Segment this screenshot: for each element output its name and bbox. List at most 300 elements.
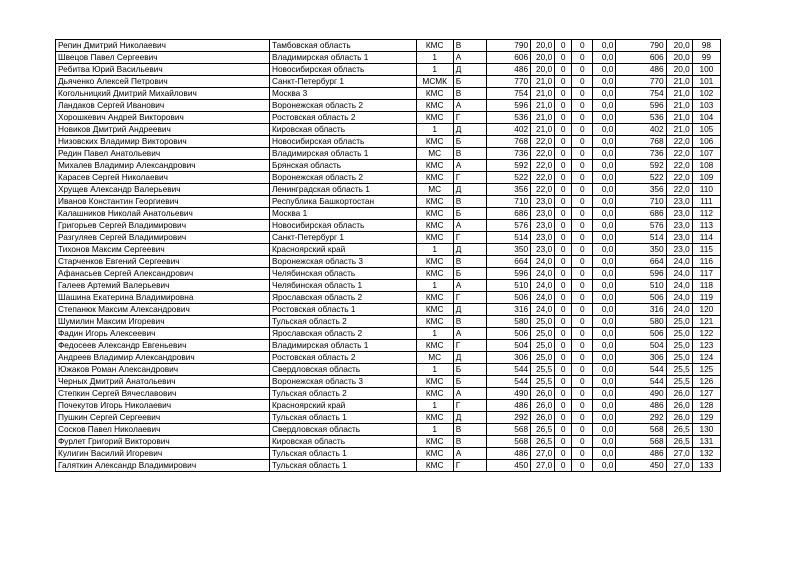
- extra-points-cell: 0,0: [593, 280, 616, 292]
- place-cell: 108: [692, 160, 720, 172]
- athlete-name-cell: Михалев Владимир Александрович: [56, 160, 270, 172]
- region-cell: Тульская область 2: [269, 316, 416, 328]
- rank-cell: КМС: [416, 376, 453, 388]
- rank-cell: КМС: [416, 448, 453, 460]
- athlete-name-cell: Хорошкевич Андрей Викторович: [56, 112, 270, 124]
- place-cell: 133: [692, 460, 720, 472]
- place-cell: 115: [692, 244, 720, 256]
- place-cell: 110: [692, 184, 720, 196]
- total-score-cell: 592: [616, 160, 666, 172]
- group-cell: Б: [453, 136, 486, 148]
- points-cell: 21,0: [531, 124, 555, 136]
- total-score-cell: 486: [616, 400, 666, 412]
- group-cell: А: [453, 388, 486, 400]
- extra-score-cell: 0: [555, 292, 572, 304]
- place-cell: 126: [692, 376, 720, 388]
- points-cell: 23,0: [531, 244, 555, 256]
- place-cell: 102: [692, 88, 720, 100]
- score-cell: 402: [486, 124, 530, 136]
- extra-count-cell: 0: [572, 328, 593, 340]
- extra-score-cell: 0: [555, 136, 572, 148]
- athlete-name-cell: Афанасьев Сергей Александрович: [56, 268, 270, 280]
- table-row: [56, 52, 721, 64]
- score-cell: 686: [486, 208, 530, 220]
- extra-count-cell: 0: [572, 220, 593, 232]
- rank-cell: КМС: [416, 316, 453, 328]
- extra-count-cell: 0: [572, 160, 593, 172]
- score-cell: 596: [486, 268, 530, 280]
- extra-count-cell: 0: [572, 184, 593, 196]
- rank-cell: КМС: [416, 232, 453, 244]
- total-score-cell: 754: [616, 88, 666, 100]
- extra-count-cell: 0: [572, 244, 593, 256]
- total-points-cell: 21,0: [666, 76, 692, 88]
- extra-score-cell: 0: [555, 316, 572, 328]
- extra-points-cell: 0,0: [593, 52, 616, 64]
- group-cell: Б: [453, 364, 486, 376]
- region-cell: Кировская область: [269, 124, 416, 136]
- rank-cell: 1: [416, 244, 453, 256]
- athlete-name-cell: Южаков Роман Александрович: [56, 364, 270, 376]
- athlete-name-cell: Галеев Артемий Валерьевич: [56, 280, 270, 292]
- athlete-name-cell: Ребитва Юрий Васильевич: [56, 64, 270, 76]
- group-cell: Г: [453, 232, 486, 244]
- rank-cell: 1: [416, 52, 453, 64]
- rank-cell: КМС: [416, 100, 453, 112]
- athlete-name-cell: Ландаков Сергей Иванович: [56, 100, 270, 112]
- athlete-name-cell: Пушкин Сергей Сергеевич: [56, 412, 270, 424]
- group-cell: В: [453, 40, 486, 52]
- table-row: [56, 436, 721, 448]
- extra-points-cell: 0,0: [593, 136, 616, 148]
- extra-points-cell: 0,0: [593, 256, 616, 268]
- athlete-name-cell: Сосков Павел Николаевич: [56, 424, 270, 436]
- extra-points-cell: 0,0: [593, 232, 616, 244]
- total-score-cell: 522: [616, 172, 666, 184]
- total-score-cell: 736: [616, 148, 666, 160]
- rank-cell: КМС: [416, 172, 453, 184]
- region-cell: Воронежская область 3: [269, 376, 416, 388]
- total-points-cell: 26,0: [666, 388, 692, 400]
- score-cell: 356: [486, 184, 530, 196]
- athlete-name-cell: Редин Павел Анатольевич: [56, 148, 270, 160]
- rank-cell: 1: [416, 124, 453, 136]
- total-score-cell: 316: [616, 304, 666, 316]
- extra-score-cell: 0: [555, 196, 572, 208]
- score-cell: 506: [486, 292, 530, 304]
- athlete-name-cell: Галяткин Александр Владимирович: [56, 460, 270, 472]
- extra-count-cell: 0: [572, 388, 593, 400]
- points-cell: 20,0: [531, 52, 555, 64]
- athlete-name-cell: Хрущев Александр Валерьевич: [56, 184, 270, 196]
- region-cell: Новосибирская область: [269, 64, 416, 76]
- group-cell: Г: [453, 460, 486, 472]
- extra-points-cell: 0,0: [593, 244, 616, 256]
- table-row: [56, 184, 721, 196]
- athlete-name-cell: Шашина Екатерина Владимировна: [56, 292, 270, 304]
- score-cell: 504: [486, 340, 530, 352]
- region-cell: Красноярский край: [269, 400, 416, 412]
- extra-points-cell: 0,0: [593, 160, 616, 172]
- results-table-body: [56, 40, 721, 472]
- score-cell: 592: [486, 160, 530, 172]
- extra-points-cell: 0,0: [593, 412, 616, 424]
- place-cell: 119: [692, 292, 720, 304]
- rank-cell: КМС: [416, 220, 453, 232]
- place-cell: 123: [692, 340, 720, 352]
- region-cell: Тамбовская область: [269, 40, 416, 52]
- points-cell: 23,0: [531, 208, 555, 220]
- extra-count-cell: 0: [572, 304, 593, 316]
- group-cell: Г: [453, 172, 486, 184]
- place-cell: 104: [692, 112, 720, 124]
- group-cell: Д: [453, 304, 486, 316]
- place-cell: 132: [692, 448, 720, 460]
- total-points-cell: 27,0: [666, 448, 692, 460]
- rank-cell: 1: [416, 280, 453, 292]
- score-cell: 510: [486, 280, 530, 292]
- extra-count-cell: 0: [572, 376, 593, 388]
- score-cell: 490: [486, 388, 530, 400]
- table-row: [56, 364, 721, 376]
- points-cell: 20,0: [531, 40, 555, 52]
- extra-points-cell: 0,0: [593, 388, 616, 400]
- group-cell: Г: [453, 340, 486, 352]
- place-cell: 128: [692, 400, 720, 412]
- rank-cell: КМС: [416, 268, 453, 280]
- total-score-cell: 504: [616, 340, 666, 352]
- total-score-cell: 790: [616, 40, 666, 52]
- extra-count-cell: 0: [572, 64, 593, 76]
- extra-points-cell: 0,0: [593, 184, 616, 196]
- region-cell: Челябинская область 1: [269, 280, 416, 292]
- place-cell: 122: [692, 328, 720, 340]
- total-points-cell: 20,0: [666, 52, 692, 64]
- total-score-cell: 770: [616, 76, 666, 88]
- total-points-cell: 26,0: [666, 412, 692, 424]
- table-row: [56, 316, 721, 328]
- total-score-cell: 544: [616, 376, 666, 388]
- total-points-cell: 26,0: [666, 400, 692, 412]
- total-points-cell: 24,0: [666, 256, 692, 268]
- group-cell: Г: [453, 400, 486, 412]
- points-cell: 24,0: [531, 292, 555, 304]
- place-cell: 99: [692, 52, 720, 64]
- points-cell: 25,5: [531, 364, 555, 376]
- region-cell: Республика Башкортостан: [269, 196, 416, 208]
- total-score-cell: 292: [616, 412, 666, 424]
- region-cell: Владимирская область 1: [269, 340, 416, 352]
- points-cell: 25,0: [531, 352, 555, 364]
- table-row: [56, 460, 721, 472]
- total-points-cell: 25,5: [666, 376, 692, 388]
- table-row: [56, 232, 721, 244]
- total-score-cell: 536: [616, 112, 666, 124]
- rank-cell: КМС: [416, 292, 453, 304]
- rank-cell: КМС: [416, 340, 453, 352]
- total-score-cell: 356: [616, 184, 666, 196]
- place-cell: 117: [692, 268, 720, 280]
- table-row: [56, 208, 721, 220]
- extra-score-cell: 0: [555, 424, 572, 436]
- total-score-cell: 350: [616, 244, 666, 256]
- group-cell: Б: [453, 376, 486, 388]
- points-cell: 26,5: [531, 424, 555, 436]
- extra-score-cell: 0: [555, 352, 572, 364]
- rank-cell: КМС: [416, 256, 453, 268]
- extra-score-cell: 0: [555, 364, 572, 376]
- region-cell: Москва 3: [269, 88, 416, 100]
- extra-score-cell: 0: [555, 328, 572, 340]
- points-cell: 22,0: [531, 148, 555, 160]
- score-cell: 736: [486, 148, 530, 160]
- extra-points-cell: 0,0: [593, 76, 616, 88]
- group-cell: Д: [453, 124, 486, 136]
- rank-cell: КМС: [416, 436, 453, 448]
- extra-points-cell: 0,0: [593, 124, 616, 136]
- total-points-cell: 23,0: [666, 220, 692, 232]
- region-cell: Кировская область: [269, 436, 416, 448]
- group-cell: Д: [453, 352, 486, 364]
- points-cell: 23,0: [531, 196, 555, 208]
- group-cell: Г: [453, 112, 486, 124]
- group-cell: В: [453, 196, 486, 208]
- athlete-name-cell: Фадин Игорь Алексеевич: [56, 328, 270, 340]
- extra-points-cell: 0,0: [593, 376, 616, 388]
- athlete-name-cell: Калашников Николай Анатольевич: [56, 208, 270, 220]
- athlete-name-cell: Разгуляев Сергей Владимирович: [56, 232, 270, 244]
- extra-score-cell: 0: [555, 244, 572, 256]
- table-row: [56, 412, 721, 424]
- group-cell: В: [453, 256, 486, 268]
- points-cell: 26,0: [531, 412, 555, 424]
- total-points-cell: 25,0: [666, 340, 692, 352]
- points-cell: 27,0: [531, 448, 555, 460]
- place-cell: 103: [692, 100, 720, 112]
- group-cell: А: [453, 52, 486, 64]
- total-points-cell: 24,0: [666, 304, 692, 316]
- extra-score-cell: 0: [555, 268, 572, 280]
- place-cell: 129: [692, 412, 720, 424]
- score-cell: 486: [486, 400, 530, 412]
- extra-score-cell: 0: [555, 100, 572, 112]
- extra-score-cell: 0: [555, 112, 572, 124]
- score-cell: 292: [486, 412, 530, 424]
- points-cell: 21,0: [531, 112, 555, 124]
- total-points-cell: 25,5: [666, 364, 692, 376]
- extra-points-cell: 0,0: [593, 208, 616, 220]
- table-row: [56, 244, 721, 256]
- extra-score-cell: 0: [555, 124, 572, 136]
- extra-points-cell: 0,0: [593, 292, 616, 304]
- extra-score-cell: 0: [555, 160, 572, 172]
- points-cell: 21,0: [531, 76, 555, 88]
- total-score-cell: 306: [616, 352, 666, 364]
- score-cell: 576: [486, 220, 530, 232]
- points-cell: 27,0: [531, 460, 555, 472]
- points-cell: 25,0: [531, 340, 555, 352]
- extra-points-cell: 0,0: [593, 40, 616, 52]
- rank-cell: КМС: [416, 460, 453, 472]
- table-row: [56, 388, 721, 400]
- place-cell: 111: [692, 196, 720, 208]
- total-score-cell: 568: [616, 424, 666, 436]
- group-cell: Б: [453, 208, 486, 220]
- rank-cell: 1: [416, 424, 453, 436]
- total-score-cell: 514: [616, 232, 666, 244]
- score-cell: 522: [486, 172, 530, 184]
- total-points-cell: 22,0: [666, 184, 692, 196]
- region-cell: Владимирская область 1: [269, 52, 416, 64]
- region-cell: Челябинская область: [269, 268, 416, 280]
- group-cell: В: [453, 424, 486, 436]
- place-cell: 112: [692, 208, 720, 220]
- extra-score-cell: 0: [555, 376, 572, 388]
- extra-count-cell: 0: [572, 232, 593, 244]
- group-cell: В: [453, 148, 486, 160]
- region-cell: Свердловская область: [269, 364, 416, 376]
- extra-score-cell: 0: [555, 436, 572, 448]
- extra-points-cell: 0,0: [593, 316, 616, 328]
- table-row: [56, 172, 721, 184]
- rank-cell: КМС: [416, 112, 453, 124]
- extra-points-cell: 0,0: [593, 328, 616, 340]
- group-cell: А: [453, 160, 486, 172]
- athlete-name-cell: Андреев Владимир Александрович: [56, 352, 270, 364]
- athlete-name-cell: Швецов Павел Сергеевич: [56, 52, 270, 64]
- place-cell: 118: [692, 280, 720, 292]
- extra-count-cell: 0: [572, 124, 593, 136]
- total-points-cell: 25,0: [666, 352, 692, 364]
- table-row: [56, 40, 721, 52]
- extra-score-cell: 0: [555, 184, 572, 196]
- athlete-name-cell: Карасев Сергей Николаевич: [56, 172, 270, 184]
- rank-cell: КМС: [416, 136, 453, 148]
- group-cell: Г: [453, 292, 486, 304]
- group-cell: В: [453, 88, 486, 100]
- place-cell: 113: [692, 220, 720, 232]
- total-points-cell: 27,0: [666, 460, 692, 472]
- total-points-cell: 26,5: [666, 424, 692, 436]
- score-cell: 606: [486, 52, 530, 64]
- group-cell: А: [453, 328, 486, 340]
- points-cell: 25,5: [531, 376, 555, 388]
- total-score-cell: 580: [616, 316, 666, 328]
- total-score-cell: 506: [616, 292, 666, 304]
- extra-score-cell: 0: [555, 64, 572, 76]
- points-cell: 26,5: [531, 436, 555, 448]
- total-score-cell: 576: [616, 220, 666, 232]
- points-cell: 26,0: [531, 400, 555, 412]
- region-cell: Ярославская область 2: [269, 292, 416, 304]
- extra-points-cell: 0,0: [593, 364, 616, 376]
- score-cell: 544: [486, 364, 530, 376]
- total-score-cell: 486: [616, 448, 666, 460]
- total-score-cell: 596: [616, 268, 666, 280]
- region-cell: Владимирская область 1: [269, 148, 416, 160]
- place-cell: 100: [692, 64, 720, 76]
- extra-count-cell: 0: [572, 52, 593, 64]
- extra-count-cell: 0: [572, 292, 593, 304]
- results-table: [55, 39, 721, 472]
- extra-points-cell: 0,0: [593, 220, 616, 232]
- extra-score-cell: 0: [555, 460, 572, 472]
- rank-cell: КМС: [416, 40, 453, 52]
- points-cell: 23,0: [531, 220, 555, 232]
- total-points-cell: 24,0: [666, 292, 692, 304]
- score-cell: 536: [486, 112, 530, 124]
- score-cell: 568: [486, 436, 530, 448]
- place-cell: 124: [692, 352, 720, 364]
- points-cell: 21,0: [531, 100, 555, 112]
- total-points-cell: 22,0: [666, 136, 692, 148]
- total-score-cell: 596: [616, 100, 666, 112]
- place-cell: 105: [692, 124, 720, 136]
- score-cell: 506: [486, 328, 530, 340]
- total-score-cell: 606: [616, 52, 666, 64]
- score-cell: 754: [486, 88, 530, 100]
- table-row: [56, 136, 721, 148]
- rank-cell: КМС: [416, 88, 453, 100]
- region-cell: Ленинградская область 1: [269, 184, 416, 196]
- region-cell: Брянская область: [269, 160, 416, 172]
- group-cell: А: [453, 448, 486, 460]
- extra-score-cell: 0: [555, 448, 572, 460]
- rank-cell: КМС: [416, 160, 453, 172]
- total-points-cell: 21,0: [666, 124, 692, 136]
- total-points-cell: 20,0: [666, 40, 692, 52]
- place-cell: 114: [692, 232, 720, 244]
- group-cell: Д: [453, 184, 486, 196]
- total-points-cell: 22,0: [666, 160, 692, 172]
- athlete-name-cell: Григорьев Сергей Владимирович: [56, 220, 270, 232]
- place-cell: 109: [692, 172, 720, 184]
- extra-score-cell: 0: [555, 256, 572, 268]
- group-cell: Д: [453, 64, 486, 76]
- region-cell: Ростовская область 2: [269, 352, 416, 364]
- extra-score-cell: 0: [555, 172, 572, 184]
- extra-count-cell: 0: [572, 76, 593, 88]
- rank-cell: 1: [416, 328, 453, 340]
- group-cell: Д: [453, 244, 486, 256]
- extra-count-cell: 0: [572, 400, 593, 412]
- total-points-cell: 23,0: [666, 208, 692, 220]
- points-cell: 24,0: [531, 256, 555, 268]
- group-cell: В: [453, 436, 486, 448]
- total-points-cell: 21,0: [666, 100, 692, 112]
- extra-score-cell: 0: [555, 412, 572, 424]
- extra-points-cell: 0,0: [593, 352, 616, 364]
- region-cell: Ростовская область 2: [269, 112, 416, 124]
- extra-points-cell: 0,0: [593, 268, 616, 280]
- extra-count-cell: 0: [572, 364, 593, 376]
- extra-points-cell: 0,0: [593, 400, 616, 412]
- region-cell: Красноярский край: [269, 244, 416, 256]
- table-row: [56, 196, 721, 208]
- table-row: [56, 220, 721, 232]
- extra-score-cell: 0: [555, 400, 572, 412]
- points-cell: 22,0: [531, 184, 555, 196]
- rank-cell: КМС: [416, 412, 453, 424]
- score-cell: 596: [486, 100, 530, 112]
- points-cell: 22,0: [531, 172, 555, 184]
- rank-cell: КМС: [416, 388, 453, 400]
- rank-cell: МС: [416, 184, 453, 196]
- extra-points-cell: 0,0: [593, 100, 616, 112]
- athlete-name-cell: Фурлет Григорий Викторович: [56, 436, 270, 448]
- group-cell: А: [453, 220, 486, 232]
- extra-points-cell: 0,0: [593, 436, 616, 448]
